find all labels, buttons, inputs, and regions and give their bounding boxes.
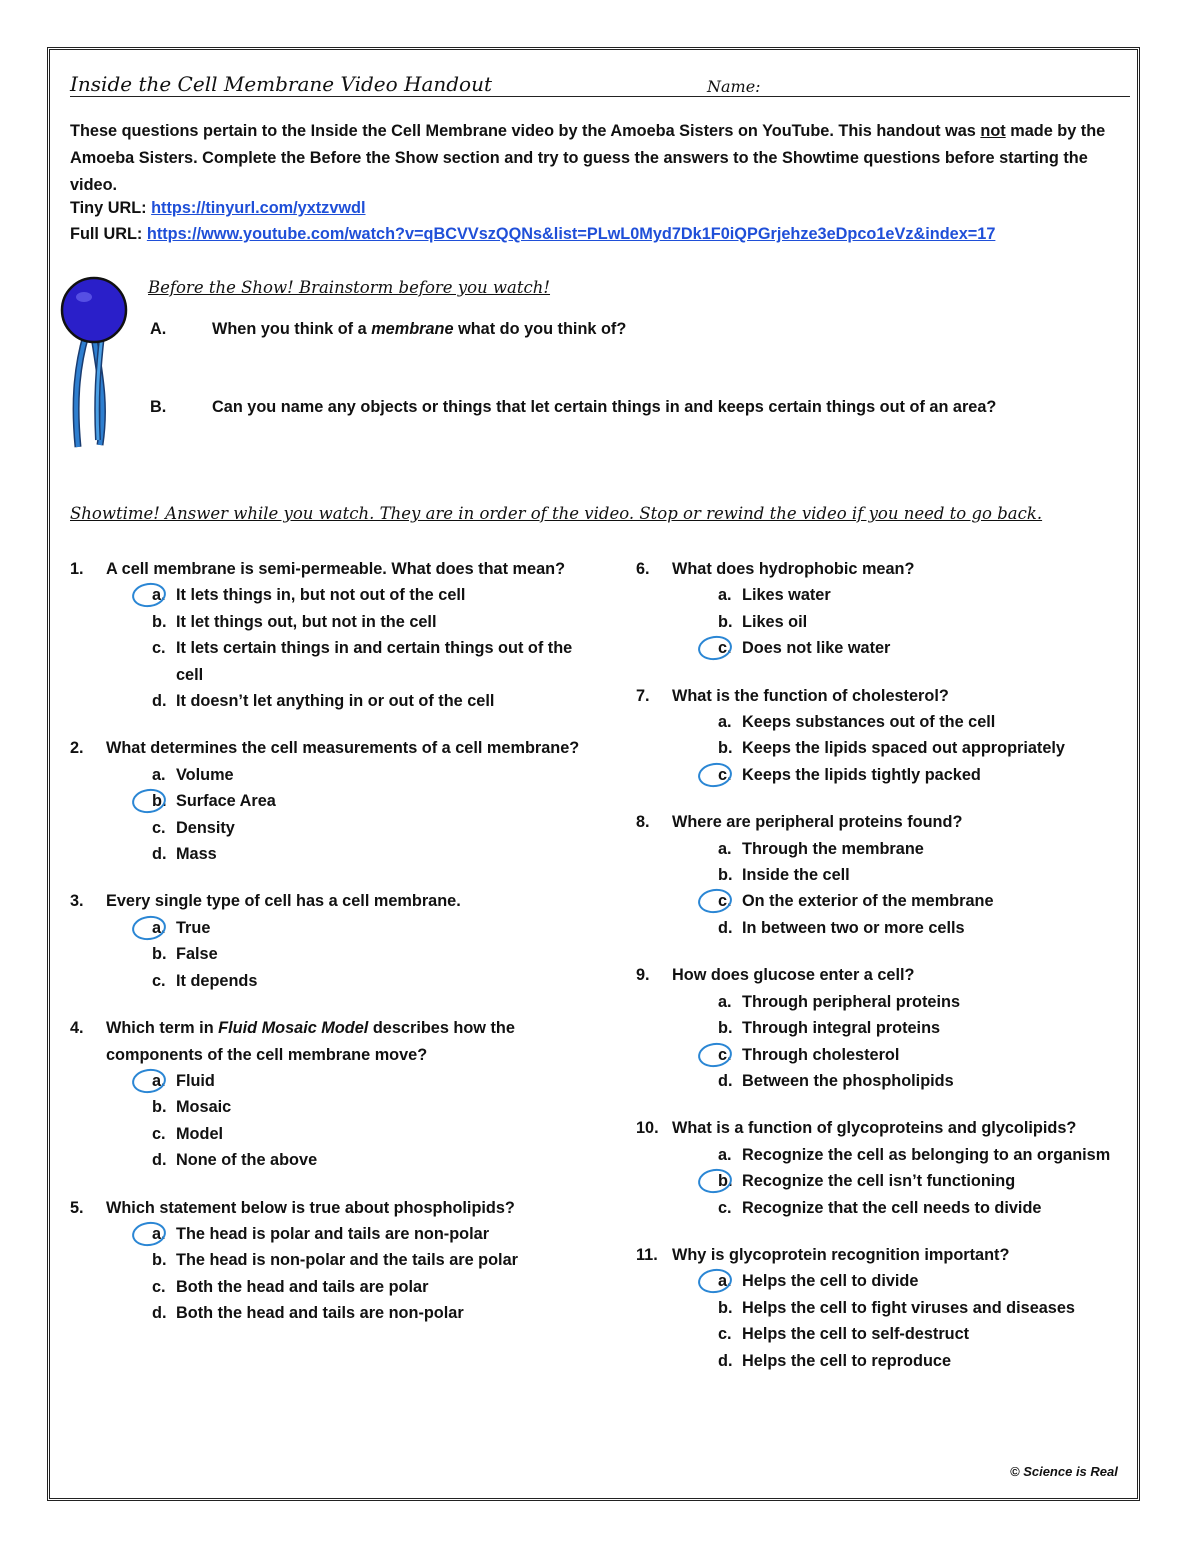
answer-letter-cell	[706, 836, 742, 862]
answer-letter: d.	[152, 1151, 167, 1170]
answer-option[interactable]	[706, 1015, 1131, 1041]
answer-option[interactable]	[706, 609, 1131, 635]
answer-letter-cell	[140, 688, 176, 714]
answer-text: Helps the cell to reproduce	[742, 1351, 951, 1370]
answer-option[interactable]	[140, 1147, 590, 1173]
question-item	[70, 556, 590, 714]
answer-letter-cell	[706, 735, 742, 761]
answer-letter: c.	[718, 1045, 732, 1064]
answer-letter: b.	[152, 1251, 167, 1270]
answer-options	[706, 1142, 1131, 1221]
question-number: 2.	[70, 739, 84, 758]
question-item	[636, 556, 1131, 662]
answer-text: Helps the cell to fight viruses and diseases	[742, 1298, 1075, 1317]
question-number: 6.	[636, 560, 650, 578]
answer-text: None of the above	[176, 1151, 318, 1170]
question-text: What determines the cell measurements of a cell membrane?	[106, 739, 580, 758]
question-stem	[636, 1242, 1131, 1268]
answer-options	[706, 709, 1131, 788]
answer-letter-cell	[140, 1247, 176, 1273]
question-column-right	[636, 556, 1131, 1395]
answer-letter: a.	[152, 765, 166, 784]
answer-letter-cell	[140, 841, 176, 867]
question-stem	[70, 1015, 590, 1068]
answer-option[interactable]	[140, 815, 590, 841]
answer-letter-cell	[706, 1195, 742, 1221]
answer-option[interactable]	[140, 788, 590, 814]
question-stem	[70, 735, 590, 761]
answer-letter: b.	[718, 1172, 733, 1191]
answer-option[interactable]	[706, 989, 1131, 1015]
answer-options	[706, 836, 1131, 942]
answer-option[interactable]	[140, 688, 590, 714]
question-stem	[636, 962, 1131, 988]
showtime-heading: Showtime! Answer while you watch. They are in order of the video. Stop or rewind the video if you need to go back.	[70, 504, 1043, 523]
answer-letter: a.	[152, 918, 166, 937]
answer-letter: d.	[718, 918, 733, 937]
answer-text: It lets things in, but not out of the cell	[176, 586, 466, 605]
answer-text: Mosaic	[176, 1098, 232, 1117]
answer-option[interactable]	[706, 1068, 1131, 1094]
answer-option[interactable]	[706, 1142, 1131, 1168]
answer-letter: a.	[718, 1145, 732, 1164]
answer-letter: a.	[718, 992, 732, 1011]
answer-text: In between two or more cells	[742, 918, 965, 937]
question-stem	[636, 556, 1131, 582]
question-number: 8.	[636, 813, 650, 832]
question-text: What is a function of glycoproteins and glycolipids?	[672, 1119, 1077, 1138]
answer-text: Recognize the cell as belonging to an organism	[742, 1145, 1111, 1164]
answer-options	[140, 915, 590, 994]
intro-paragraph	[70, 118, 1130, 199]
answer-letter-cell	[706, 1142, 742, 1168]
question-item	[636, 809, 1131, 941]
question-item	[70, 1195, 590, 1327]
answer-text: The head is non-polar and the tails are polar	[176, 1251, 518, 1270]
answer-option[interactable]	[706, 1295, 1131, 1321]
title-underline	[70, 96, 1130, 97]
answer-options	[706, 582, 1131, 661]
answer-option[interactable]	[706, 1195, 1131, 1221]
answer-option[interactable]	[140, 635, 590, 688]
answer-text: True	[176, 918, 211, 937]
question-item	[636, 683, 1131, 789]
answer-text: Keeps the lipids tightly packed	[742, 765, 981, 784]
answer-text: Model	[176, 1124, 224, 1143]
tiny-url-row	[70, 199, 366, 218]
question-stem	[636, 1115, 1131, 1141]
answer-text: Through the membrane	[742, 839, 924, 858]
question-text: Which statement below is true about phospholipids?	[106, 1198, 515, 1217]
answer-letter: a.	[718, 713, 732, 732]
question-item	[636, 1115, 1131, 1221]
answer-text: Fluid	[176, 1071, 215, 1090]
answer-letter-cell	[140, 1274, 176, 1300]
answer-letter: b.	[718, 1019, 733, 1038]
answer-letter: b.	[718, 612, 733, 631]
answer-letter-cell	[706, 915, 742, 941]
answer-option[interactable]	[706, 915, 1131, 941]
answer-text: Through cholesterol	[742, 1045, 900, 1064]
answer-letter: c.	[152, 1124, 166, 1143]
question-number: 3.	[70, 892, 84, 911]
answer-letter-cell	[140, 1300, 176, 1326]
answer-option[interactable]	[140, 1094, 590, 1120]
before-question-a-emphasis: membrane	[371, 320, 454, 338]
answer-letter: c.	[152, 1277, 166, 1296]
answer-option[interactable]	[706, 1348, 1131, 1374]
question-number: 1.	[70, 560, 84, 578]
question-text: Every single type of cell has a cell membrane.	[106, 892, 461, 911]
answer-text: Does not like water	[742, 639, 891, 658]
question-number: 4.	[70, 1019, 84, 1038]
answer-option[interactable]	[140, 1068, 590, 1094]
answer-option[interactable]	[706, 762, 1131, 788]
question-item	[636, 1242, 1131, 1374]
answer-letter-cell	[140, 968, 176, 994]
question-number: 5.	[70, 1198, 84, 1217]
answer-letter: d.	[152, 845, 167, 864]
answer-letter: a.	[718, 839, 732, 858]
answer-option[interactable]	[140, 582, 590, 608]
answer-letter-cell	[706, 989, 742, 1015]
answer-options	[140, 1068, 590, 1174]
answer-option[interactable]	[140, 941, 590, 967]
name-label: Name:	[707, 77, 761, 96]
answer-text: Density	[176, 818, 235, 837]
answer-letter-cell	[706, 1295, 742, 1321]
answer-letter: c.	[718, 765, 732, 784]
answer-letter-cell	[140, 635, 176, 688]
answer-option[interactable]	[140, 1300, 590, 1326]
answer-letter: a.	[718, 1272, 732, 1291]
answer-option[interactable]	[706, 1042, 1131, 1068]
before-question-a-post: what do you think of?	[453, 320, 627, 338]
question-number: 11.	[636, 1245, 658, 1264]
answer-option[interactable]	[706, 582, 1131, 608]
full-url-row	[70, 225, 995, 244]
intro-text-2: made by the Amoeba Sisters. Complete the Before the Show section and try to guess the answers to the Showtime questions before starting the video.	[70, 122, 1106, 194]
question-text: Which term in Fluid Mosaic Model describes how the components of the cell membrane move?	[106, 1019, 515, 1064]
answer-text: Helps the cell to self-destruct	[742, 1325, 970, 1344]
answer-option[interactable]	[140, 1247, 590, 1273]
answer-option[interactable]	[140, 1121, 590, 1147]
question-stem	[636, 683, 1131, 709]
answer-option[interactable]	[140, 1221, 590, 1247]
answer-letter-cell	[706, 862, 742, 888]
answer-letter: b.	[152, 792, 167, 811]
answer-text: Helps the cell to divide	[742, 1272, 919, 1291]
question-number: 9.	[636, 966, 650, 985]
question-text: A cell membrane is semi-permeable. What does that mean?	[106, 560, 566, 578]
answer-text: Mass	[176, 845, 217, 864]
question-item	[70, 888, 590, 994]
answer-letter-cell	[140, 1121, 176, 1147]
answer-text: The head is polar and tails are non-polar	[176, 1224, 490, 1243]
question-emphasis: Fluid Mosaic Model	[218, 1019, 369, 1038]
answer-letter: a.	[152, 1071, 166, 1090]
answer-option[interactable]	[706, 709, 1131, 735]
tiny-url-link[interactable]: https://tinyurl.com/yxtzvwdl	[151, 199, 366, 217]
question-number: 7.	[636, 686, 650, 705]
question-number: 10.	[636, 1119, 659, 1138]
question-text: What is the function of cholesterol?	[672, 686, 949, 705]
answer-letter: c.	[718, 1198, 732, 1217]
answer-letter: c.	[718, 892, 732, 911]
answer-text: It depends	[176, 971, 258, 990]
answer-text: Likes oil	[742, 612, 808, 631]
answer-text: Volume	[176, 765, 234, 784]
answer-text: Both the head and tails are polar	[176, 1277, 429, 1296]
answer-letter: d.	[152, 692, 167, 711]
question-text: How does glucose enter a cell?	[672, 966, 915, 985]
answer-option[interactable]	[706, 735, 1131, 761]
answer-letter: c.	[718, 1325, 732, 1344]
answer-letter-cell	[140, 609, 176, 635]
answer-option[interactable]	[706, 888, 1131, 914]
answer-options	[140, 582, 590, 714]
answer-options	[706, 989, 1131, 1095]
answer-text: Through peripheral proteins	[742, 992, 961, 1011]
answer-letter: c.	[718, 639, 732, 658]
answer-option[interactable]	[140, 1274, 590, 1300]
question-item	[70, 735, 590, 867]
answer-text: It lets certain things in and certain things out of the cell	[176, 639, 573, 684]
answer-letter: a.	[152, 586, 166, 605]
answer-letter-cell	[140, 762, 176, 788]
before-question-a-pre: When you think of a	[212, 320, 372, 338]
question-column-left	[70, 556, 590, 1348]
answer-text: Likes water	[742, 586, 831, 605]
answer-text: Recognize the cell isn’t functioning	[742, 1172, 1016, 1191]
before-show-heading: Before the Show! Brainstorm before you watch!	[148, 278, 551, 297]
question-stem	[70, 888, 590, 914]
answer-letter-cell	[706, 1015, 742, 1041]
question-text: Why is glycoprotein recognition important?	[672, 1245, 1010, 1264]
question-item	[636, 962, 1131, 1094]
answer-option[interactable]	[706, 836, 1131, 862]
answer-letter-cell	[706, 1068, 742, 1094]
question-text: What does hydrophobic mean?	[672, 560, 915, 578]
answer-letter: b.	[152, 945, 167, 964]
answer-letter: b.	[718, 866, 733, 885]
answer-option[interactable]	[706, 1168, 1131, 1194]
answer-letter-cell	[140, 1147, 176, 1173]
answer-text: On the exterior of the membrane	[742, 892, 994, 911]
answer-letter: b.	[152, 1098, 167, 1117]
answer-letter-cell	[706, 609, 742, 635]
answer-text: It let things out, but not in the cell	[176, 612, 437, 631]
copyright-notice: © Science is Real	[1010, 1464, 1118, 1479]
answer-text: Keeps the lipids spaced out appropriately	[742, 739, 1065, 758]
answer-text: Surface Area	[176, 792, 276, 811]
question-stem	[636, 809, 1131, 835]
full-url-label: Full URL:	[70, 225, 147, 243]
before-question-letter: B.	[150, 398, 167, 416]
answer-text: Between the phospholipids	[742, 1071, 954, 1090]
question-text: Where are peripheral proteins found?	[672, 813, 963, 832]
intro-not-word: not	[980, 122, 1006, 140]
answer-text: Both the head and tails are non-polar	[176, 1304, 464, 1323]
answer-letter-cell	[706, 582, 742, 608]
answer-letter-cell	[140, 941, 176, 967]
answer-text: False	[176, 945, 218, 964]
answer-letter: b.	[718, 1298, 733, 1317]
answer-letter-cell	[140, 815, 176, 841]
answer-letter: b.	[718, 739, 733, 758]
answer-option[interactable]	[706, 862, 1131, 888]
answer-letter-cell	[706, 709, 742, 735]
answer-option[interactable]	[706, 635, 1131, 661]
answer-options	[140, 762, 590, 868]
answer-letter: d.	[152, 1304, 167, 1323]
answer-text: Inside the cell	[742, 866, 850, 885]
answer-option[interactable]	[706, 1321, 1131, 1347]
answer-text: Keeps substances out of the cell	[742, 713, 996, 732]
answer-letter-cell	[706, 1348, 742, 1374]
answer-option[interactable]	[140, 841, 590, 867]
answer-letter-cell	[140, 1094, 176, 1120]
answer-text: Through integral proteins	[742, 1019, 941, 1038]
answer-option[interactable]	[140, 609, 590, 635]
answer-option[interactable]	[706, 1268, 1131, 1294]
answer-option[interactable]	[140, 915, 590, 941]
answer-letter: a.	[152, 1224, 166, 1243]
answer-letter: c.	[152, 818, 166, 837]
answer-options	[706, 1268, 1131, 1374]
amoeba-illustration	[56, 275, 136, 455]
question-stem	[70, 556, 590, 582]
answer-letter: d.	[718, 1071, 733, 1090]
question-item	[70, 1015, 590, 1173]
before-question-text: Can you name any objects or things that let certain things in and keeps certain things out of an area?	[212, 398, 997, 416]
before-question-text	[212, 320, 626, 339]
answer-options	[140, 1221, 590, 1327]
answer-letter: a.	[718, 586, 732, 605]
handout-title: Inside the Cell Membrane Video Handout	[70, 72, 493, 96]
answer-text: Recognize that the cell needs to divide	[742, 1198, 1042, 1217]
answer-text: It doesn’t let anything in or out of the cell	[176, 692, 495, 711]
answer-letter: d.	[718, 1351, 733, 1370]
intro-text-1: These questions pertain to the Inside the Cell Membrane video by the Amoeba Sisters on YouTube. This handout was	[70, 122, 981, 140]
question-stem	[70, 1195, 590, 1221]
answer-letter: c.	[152, 971, 166, 990]
answer-letter-cell	[706, 1321, 742, 1347]
answer-letter: c.	[152, 639, 166, 658]
before-question-letter: A.	[150, 320, 167, 338]
tiny-url-label: Tiny URL:	[70, 199, 152, 217]
answer-letter: b.	[152, 612, 167, 631]
answer-option[interactable]	[140, 968, 590, 994]
answer-option[interactable]	[140, 762, 590, 788]
full-url-link[interactable]: https://www.youtube.com/watch?v=qBCVVszQQNs&list=PLwL0Myd7Dk1F0iQPGrjehze3eDpco1eVz&index=17	[146, 225, 996, 243]
